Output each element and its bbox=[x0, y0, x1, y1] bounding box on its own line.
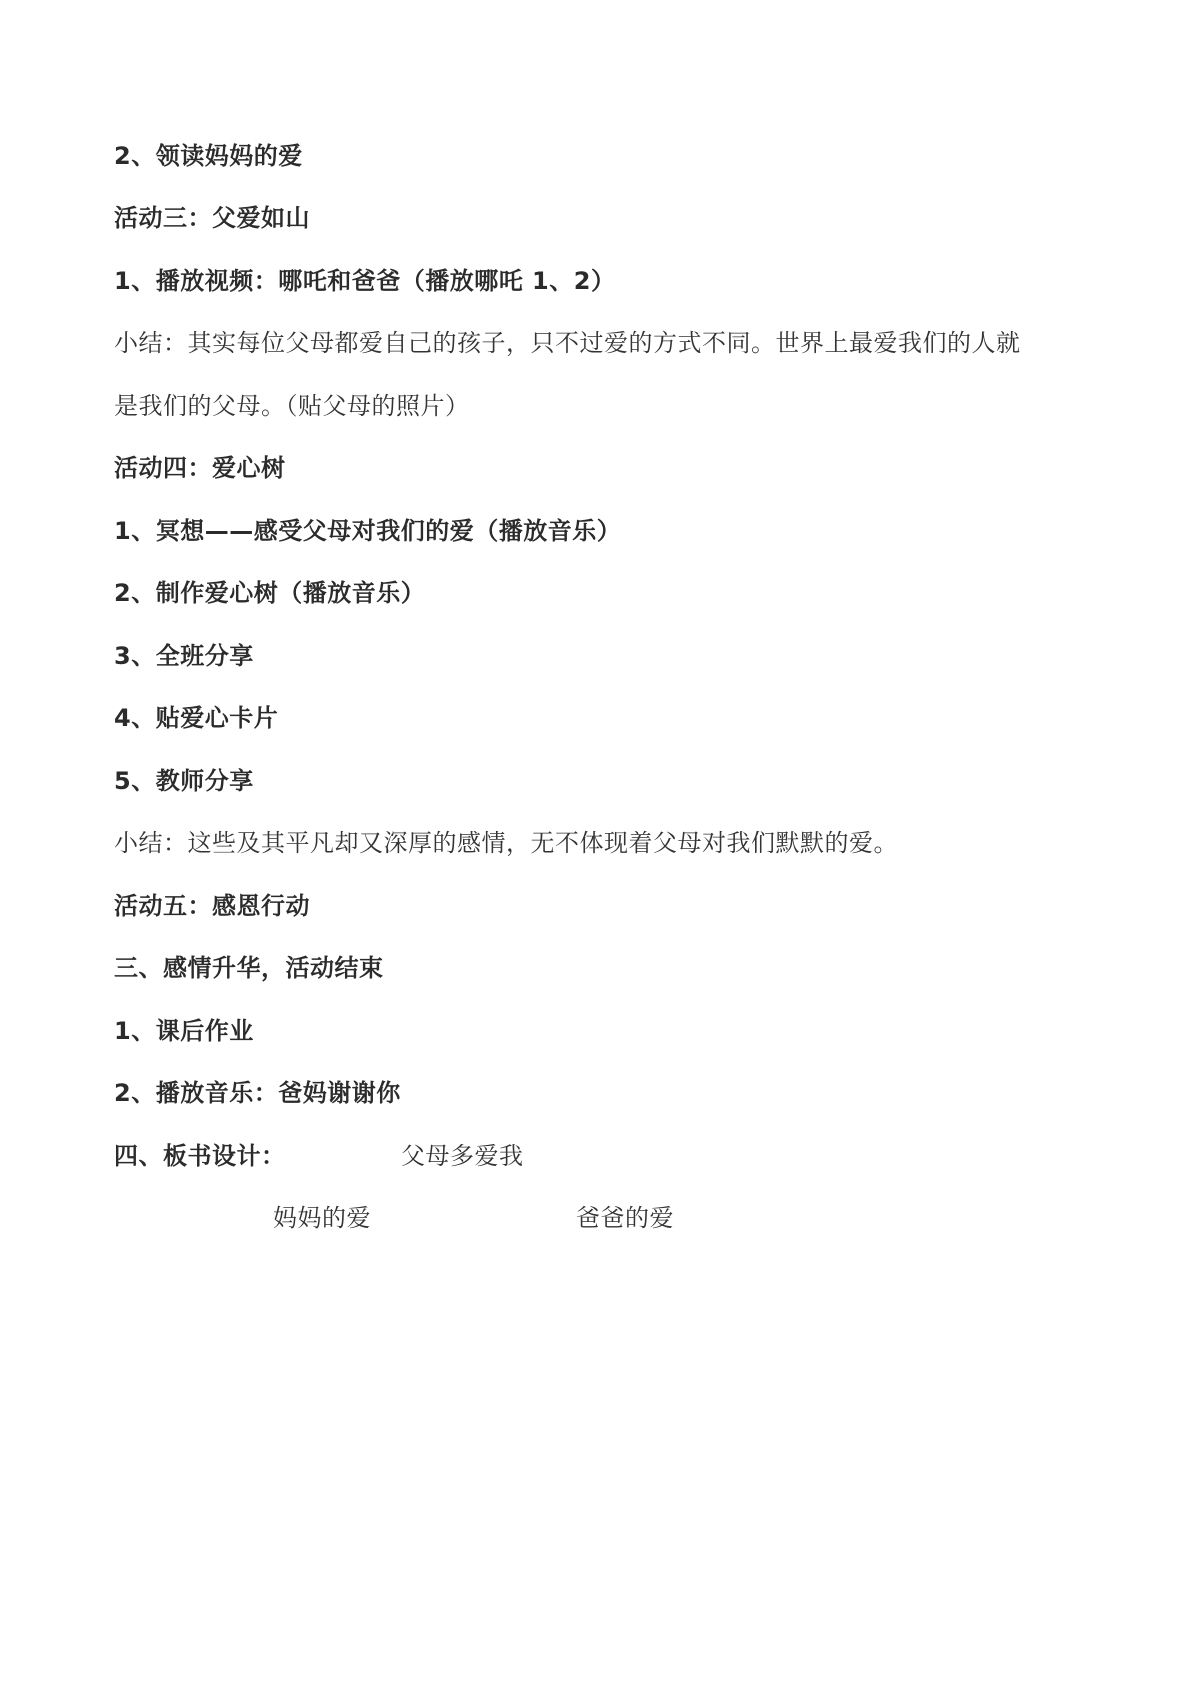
summary-paragraph-2: 小结：这些及其平凡却又深厚的感情，无不体现着父母对我们默默的爱。 bbox=[114, 829, 898, 857]
step-make-love-tree: 2、制作爱心树（播放音乐） bbox=[114, 579, 426, 607]
summary-paragraph-line-1: 小结：其实每位父母都爱自己的孩子，只不过爱的方式不同。世界上最爱我们的人就 bbox=[114, 329, 1021, 357]
step-class-share: 3、全班分享 bbox=[114, 642, 254, 670]
board-title: 父母多爱我 bbox=[401, 1142, 524, 1170]
step-post-cards: 4、贴爱心卡片 bbox=[114, 704, 279, 732]
step-play-music: 2、播放音乐：爸妈谢谢你 bbox=[114, 1079, 401, 1107]
activity-three-heading: 活动三：父爱如山 bbox=[114, 204, 310, 232]
board-mother-love: 妈妈的爱 bbox=[273, 1204, 371, 1232]
step-play-video: 1、播放视频：哪吒和爸爸（播放哪吒 1、2） bbox=[114, 267, 616, 295]
step-meditation: 1、冥想——感受父母对我们的爱（播放音乐） bbox=[114, 517, 622, 545]
section-four-heading: 四、板书设计： bbox=[114, 1142, 286, 1170]
activity-five-heading: 活动五：感恩行动 bbox=[114, 892, 310, 920]
section-three-heading: 三、感情升华，活动结束 bbox=[114, 954, 384, 982]
step-read-mother-love: 2、领读妈妈的爱 bbox=[114, 142, 303, 170]
step-teacher-share: 5、教师分享 bbox=[114, 767, 254, 795]
activity-four-heading: 活动四：爱心树 bbox=[114, 454, 286, 482]
summary-paragraph-line-2: 是我们的父母。（贴父母的照片） bbox=[114, 392, 470, 420]
step-homework: 1、课后作业 bbox=[114, 1017, 254, 1045]
board-father-love: 爸爸的爱 bbox=[576, 1204, 674, 1232]
